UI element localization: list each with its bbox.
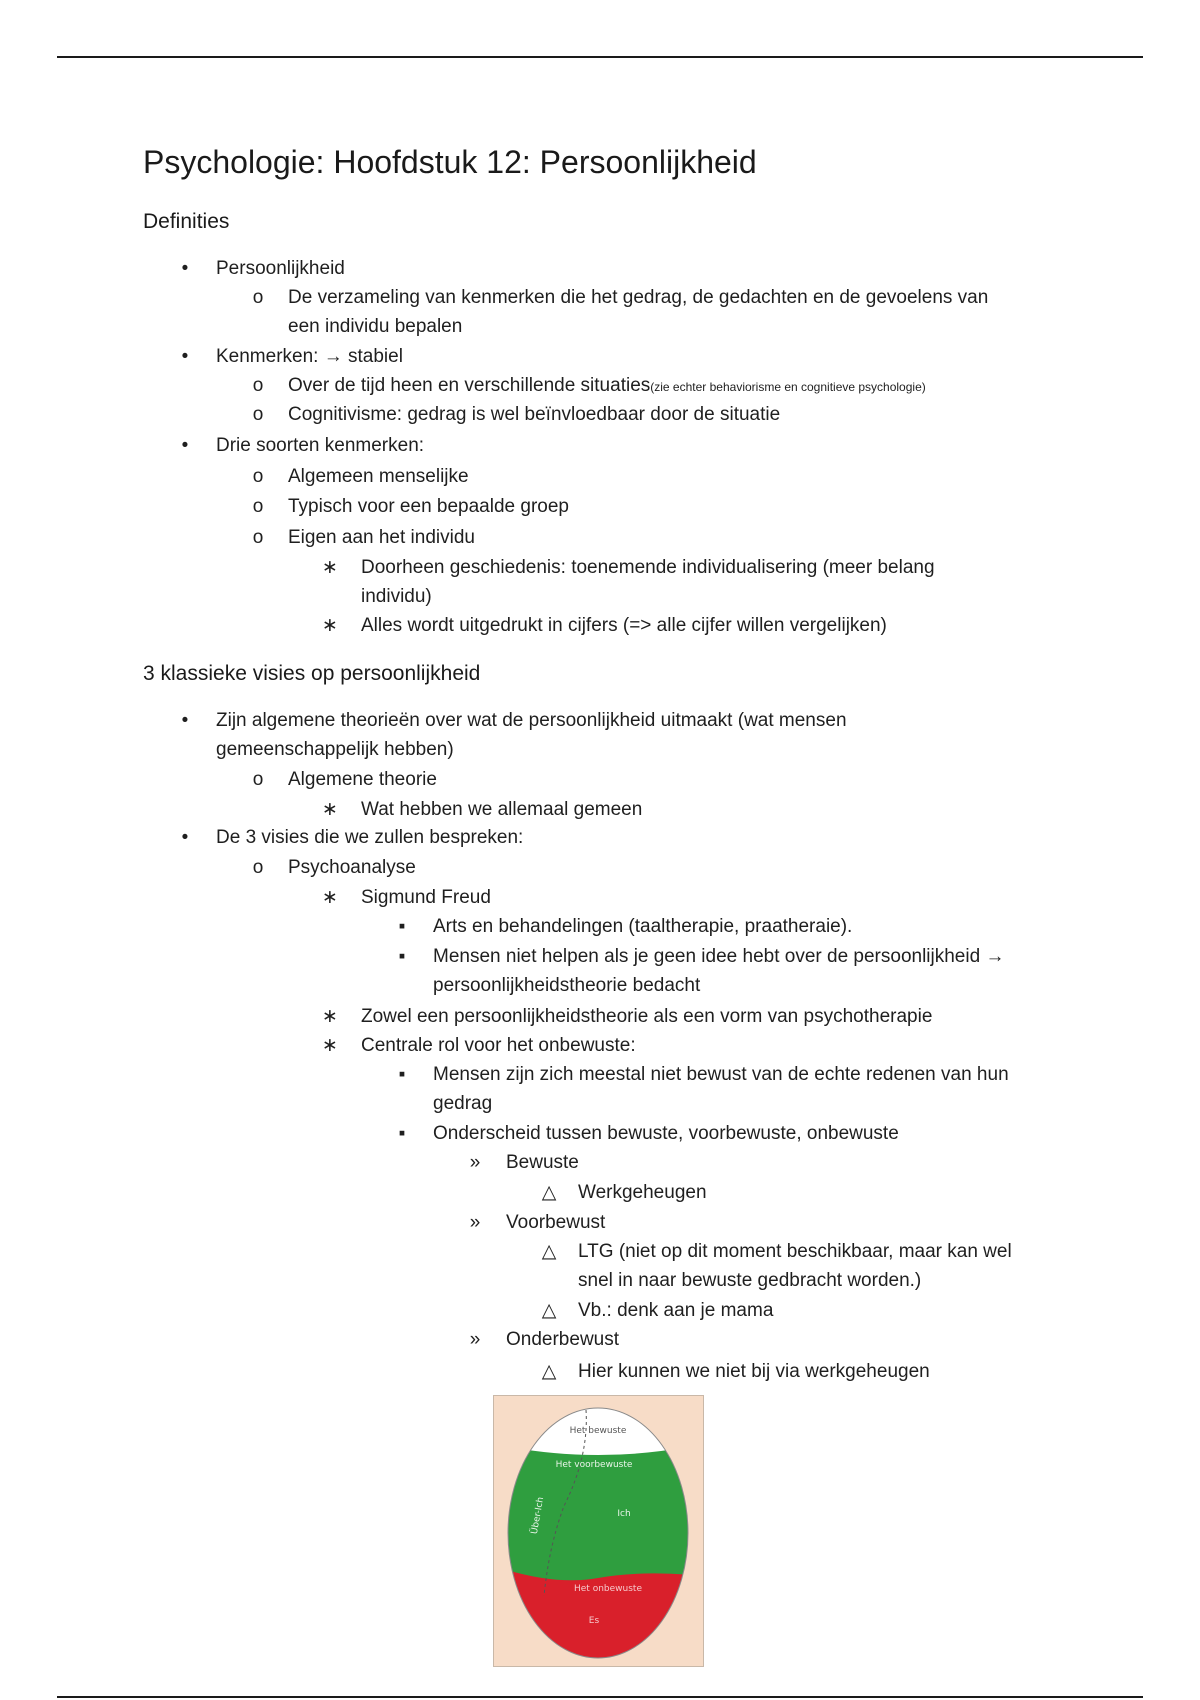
bullet-l2: o <box>252 404 264 425</box>
bullet-l3: ∗ <box>322 1006 338 1027</box>
bullet-l4: ▪ <box>398 1064 406 1085</box>
bullet-l2: o <box>252 527 264 548</box>
list-item: Vb.: denk aan je mama <box>578 1300 774 1321</box>
list-item: Eigen aan het individu <box>288 527 475 548</box>
list-item: Algemene theorie <box>288 769 437 790</box>
list-item-text: Over de tijd heen en verschillende situaties <box>288 375 651 396</box>
label-unconscious: Het onbewuste <box>574 1584 642 1594</box>
list-item-note: (zie echter behaviorisme en cognitieve psychologie) <box>650 380 926 394</box>
list-item: Sigmund Freud <box>361 887 491 908</box>
bullet-l3: ∗ <box>322 557 338 578</box>
bullet-l5: » <box>469 1152 481 1173</box>
list-item: individu) <box>361 586 432 607</box>
list-item: Psychoanalyse <box>288 857 416 878</box>
list-item: De verzameling van kenmerken die het gedrag, de gedachten en de gevoelens van <box>288 287 989 308</box>
freud-model-diagram <box>494 1396 703 1666</box>
bullet-l2: o <box>252 466 264 487</box>
page-title: Psychologie: Hoofdstuk 12: Persoonlijkheid <box>143 144 757 180</box>
list-item: Zijn algemene theorieën over wat de persoonlijkheid uitmaakt (wat mensen <box>216 710 847 731</box>
list-item: gemeenschappelijk hebben) <box>216 739 454 760</box>
list-item: Algemeen menselijke <box>288 466 469 487</box>
header-rule <box>57 56 1143 58</box>
bullet-l2: o <box>252 375 264 396</box>
list-item: gedrag <box>433 1093 493 1114</box>
label-id: Es <box>588 1616 600 1626</box>
list-item: Arts en behandelingen (taaltherapie, praatheraie). <box>433 916 853 937</box>
bullet-l1: • <box>181 710 189 731</box>
list-item <box>288 372 926 401</box>
list-item: persoonlijkheidstheorie bedacht <box>433 975 701 996</box>
list-item: Mensen niet helpen als je geen idee hebt over de persoonlijkheid → <box>433 946 1005 967</box>
label-conscious: Het bewuste <box>569 1426 627 1436</box>
bullet-l4: ▪ <box>398 1123 406 1144</box>
list-item: Cognitivisme: gedrag is wel beïnvloedbaar door de situatie <box>288 404 781 425</box>
list-item: een individu bepalen <box>288 316 463 337</box>
list-item: Zowel een persoonlijkheidstheorie als een vorm van psychotherapie <box>361 1006 933 1027</box>
bullet-l5: » <box>469 1212 481 1233</box>
list-item: Voorbewust <box>506 1212 606 1233</box>
bullet-l2: o <box>252 769 264 790</box>
bullet-l4: ▪ <box>398 946 406 967</box>
bullet-l1: • <box>181 258 189 279</box>
list-item: Hier kunnen we niet bij via werkgeheugen <box>578 1361 930 1382</box>
label-superego: Über-Ich <box>529 1496 547 1536</box>
bullet-l1: • <box>181 827 189 848</box>
bullet-l3: ∗ <box>322 1035 338 1056</box>
list-item: Kenmerken: → stabiel <box>216 346 403 367</box>
bullet-l2: o <box>252 287 264 308</box>
list-item: Wat hebben we allemaal gemeen <box>361 799 643 820</box>
section-heading-visies: 3 klassieke visies op persoonlijkheid <box>143 662 481 685</box>
bullet-l3: ∗ <box>322 887 338 908</box>
list-item: Werkgeheugen <box>578 1182 707 1203</box>
bullet-l5: » <box>469 1329 481 1350</box>
list-item: Drie soorten kenmerken: <box>216 435 425 456</box>
bullet-l2: o <box>252 857 264 878</box>
list-item: LTG (niet op dit moment beschikbaar, maar kan wel <box>578 1241 1012 1262</box>
footer-rule <box>57 1696 1143 1698</box>
bullet-l6: △ <box>541 1182 557 1203</box>
list-item: Onderscheid tussen bewuste, voorbewuste, onbewuste <box>433 1123 899 1144</box>
bullet-l2: o <box>252 496 264 517</box>
section-heading-definities: Definities <box>143 210 230 233</box>
label-ego: Ich <box>617 1509 631 1519</box>
bullet-l6: △ <box>541 1241 557 1262</box>
bullet-l6: △ <box>541 1300 557 1321</box>
bullet-l1: • <box>181 346 189 367</box>
bullet-l4: ▪ <box>398 916 406 937</box>
list-item: Mensen zijn zich meestal niet bewust van de echte redenen van hun <box>433 1064 1009 1085</box>
list-item: Centrale rol voor het onbewuste: <box>361 1035 636 1056</box>
bullet-l3: ∗ <box>322 615 338 636</box>
bullet-l6: △ <box>541 1361 557 1382</box>
bullet-l1: • <box>181 435 189 456</box>
list-item: snel in naar bewuste gedbracht worden.) <box>578 1270 922 1291</box>
freud-model-figure <box>493 1395 704 1667</box>
list-item: Doorheen geschiedenis: toenemende individualisering (meer belang <box>361 557 935 578</box>
label-preconscious: Het voorbewuste <box>555 1460 633 1470</box>
list-item: Bewuste <box>506 1152 579 1173</box>
list-item: Typisch voor een bepaalde groep <box>288 496 569 517</box>
list-item: Alles wordt uitgedrukt in cijfers (=> alle cijfer willen vergelijken) <box>361 615 887 636</box>
list-item: Persoonlijkheid <box>216 258 345 279</box>
bullet-l3: ∗ <box>322 799 338 820</box>
list-item: De 3 visies die we zullen bespreken: <box>216 827 524 848</box>
list-item: Onderbewust <box>506 1329 620 1350</box>
